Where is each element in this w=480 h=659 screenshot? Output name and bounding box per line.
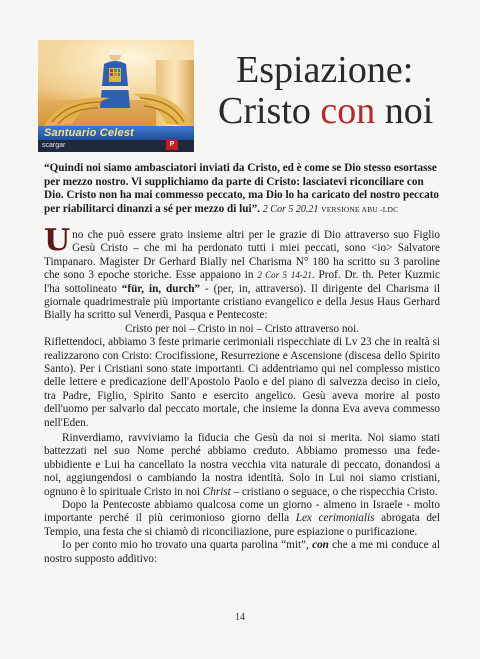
paragraph-intro — [44, 223, 441, 430]
centered-motto: Cristo per noi – Cristo in noi – Cristo attraverso noi. — [125, 322, 359, 335]
intro-line1: no che può essere grato insieme altri per le grazie di Dio attraverso suo — [72, 229, 410, 241]
paragraph-rinverdiamo — [44, 432, 440, 499]
intro-text-c: - (per, in, attraverso). Il dirigente del Charisma il giornale quadrimestrale più importante cristiano evangelico e della Jesus Haus Gerhard Bially ha scritto sul Venerdì, Pasqua e Pentecoste: — [44, 282, 440, 322]
p3-lex: Lex cerimonialis — [295, 512, 375, 525]
cherub-wing-right — [130, 84, 194, 128]
cherub-wing-left — [42, 88, 112, 128]
hero-badge: P — [166, 140, 178, 150]
paragraph-pentecoste — [44, 499, 440, 539]
dropcap: U — [44, 223, 71, 258]
hero-banner-text: Santuario Celest — [38, 126, 194, 140]
p3-text-a: Dopo la Pentecoste abbiamo qualcosa come un giorno - almeno in Israele - molto importante perché il più cerimonioso giorno della — [44, 499, 440, 525]
title-accent-con: con — [320, 90, 376, 132]
page-title-line1: Espiazione: — [236, 49, 414, 91]
hero-sub-text: scargar — [38, 140, 194, 152]
p4-con: con — [312, 539, 329, 552]
intro-text-d: Riflettendoci, abbiamo 3 feste primarie cerimoniali rispecchiate di Lv 23 che in realtà si realizzarono con Cristo: Crocifissione, Resurrezione e Ascensione (discesa dello Spirito Santo). Per i Cristiani sono state importanti. Ci addentriamo qui nel complesso mistico delle lettere e predicazione dell'Apostolo Paolo e del piano di salvezza deciso in cielo, tra Padre, Figlio, Spirito Santo e esercito angelico. Gesù aveva morire al posto dell'uomo per salvarlo dal peccato mortale, che insieme la donna Eva aveva commesso nell'Eden. — [44, 336, 440, 429]
scripture-quote — [44, 162, 440, 216]
intro-ref: 2 Cor 5 — [257, 270, 287, 281]
title-part-a: Cristo — [218, 90, 321, 132]
paragraph-group — [44, 432, 440, 566]
quote-text: “Quindi noi siamo ambasciatori inviati da Cristo, ed è come se Dio stesso esortasse per mezzo nostro. Vi supplichiamo da parte di Cristo: lasciatevi riconciliare con Dio. Cristo non ha mai commesso peccato, ma Dio lo ha caricato del nostro peccato per riabilitarci dinanzi a sé per mezzo di lui”. — [44, 162, 440, 215]
intro-text-a: Figlio Gesù Cristo – che mi ha perdonato tutti i miei peccati, sono <io> Salvatore Timpanaro. Magister Dr Gerhard Bially nel Charisma N° 180 ha scritto su 3 paroline che sono 3 epoche storiche. Esse appaiono in — [44, 229, 441, 282]
title-part-b: noi — [375, 90, 434, 132]
p4-text-a: Io per conto mio ho trovato una quarta parolina “mit”, — [62, 539, 313, 552]
p2-text: Rinverdiamo, ravviviamo la fiducia che Gesù da noi si merita. Noi siamo stati battezzati nel suo Nome perché abbiamo creduto. Abbiamo promesso una fede-ubbidiente e Lui ha cancellato la nostra vecchia vita naturale di peccato, donandosi a noi, aggiungendosi o cambiando la nostra identità. Solo in Lui noi siamo cristiani, ognuno è lo spirituale Cristo in noi — [44, 432, 440, 498]
intro-text-b: . Prof. Dr. th. Peter Kuzmic l'ha sottolineato — [44, 269, 440, 295]
intro-highlight: “für, in, durch” — [121, 282, 201, 295]
quote-reference: 2 Cor 5 20.21 — [262, 203, 319, 215]
p2-christ: Christ — [202, 485, 231, 498]
santuario-celeste-image — [38, 40, 194, 152]
quote-version: VERSIONE ABU -LDC — [321, 204, 399, 214]
page-number: 14 — [235, 612, 245, 623]
paragraph-mit — [44, 539, 440, 566]
p4-text-b: che a me mi conduce al nostro supposto additivo: — [44, 539, 440, 565]
p3-text-b: abrogata del Tempio, una festa che si chiamò di riconciliazione, pure espiazione o purificazione. — [44, 512, 440, 538]
p2-text-end: – cristiano o seguace, o che rispecchia Cristo. — [230, 485, 438, 498]
intro-ref-verses: 14-21 — [290, 270, 312, 281]
page-title-line2 — [218, 91, 433, 131]
